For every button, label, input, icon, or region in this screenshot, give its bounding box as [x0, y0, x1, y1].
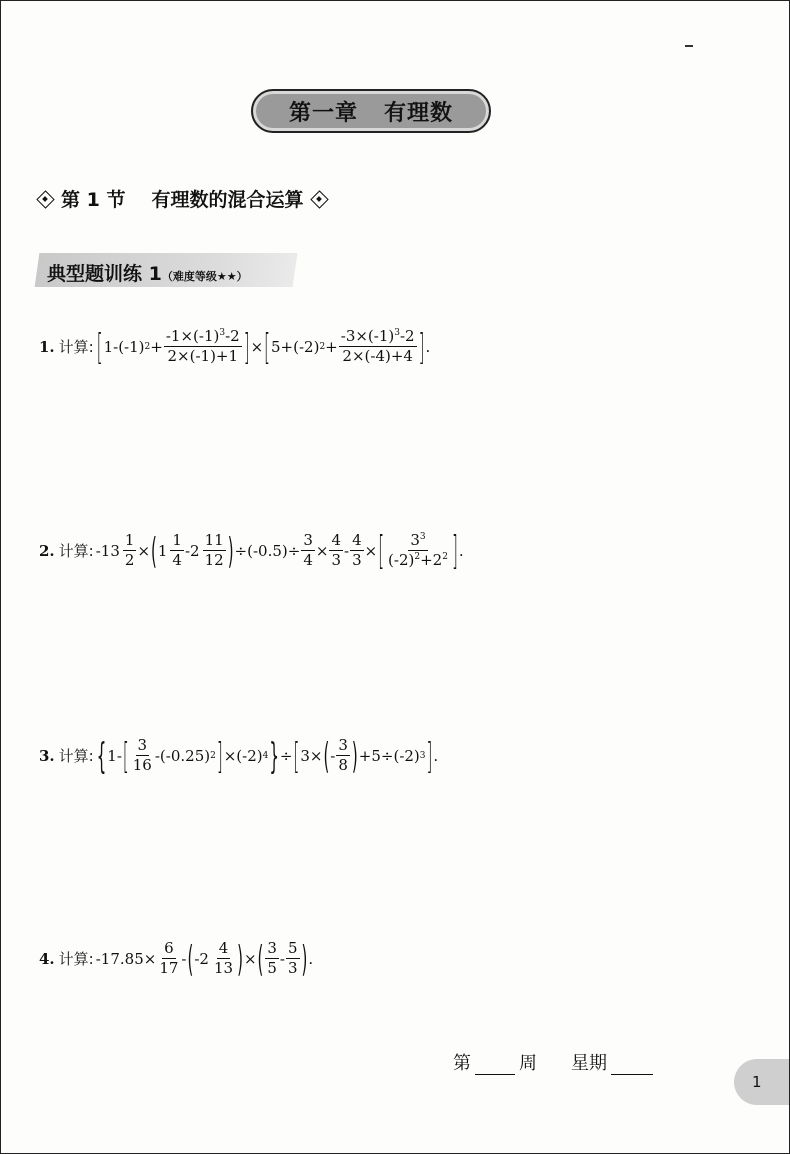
operator: - [330, 746, 336, 765]
left-paren: ( [187, 936, 194, 981]
left-bracket: [ [96, 324, 103, 369]
period: . [433, 746, 439, 765]
fraction [336, 736, 350, 775]
whole-part: 1 [157, 541, 168, 560]
operator: × [364, 541, 378, 560]
training-title: 典型题训练 1 [47, 263, 162, 285]
operator: - [343, 541, 350, 560]
left-bracket: [ [293, 733, 300, 778]
problem-number: 2. [39, 541, 55, 560]
right-paren: ) [351, 733, 358, 778]
whole-part: -13 [95, 541, 120, 560]
problem-number: 1. [39, 337, 55, 356]
left-brace: { [96, 733, 107, 778]
operator: - [279, 949, 285, 968]
expr-term: ×(-2) [223, 746, 263, 765]
operator: × [315, 541, 329, 560]
expr-term: +5÷(-2) [358, 746, 420, 765]
section-number: 第 1 节 [61, 189, 126, 211]
numerator: 3 [338, 736, 348, 754]
right-paren: ) [301, 936, 308, 981]
fraction [265, 939, 279, 978]
print-speck [685, 45, 693, 47]
denominator: 2 [124, 551, 135, 569]
denominator: 13 [213, 959, 234, 977]
right-paren: ) [237, 936, 243, 981]
left-bracket: [ [378, 527, 385, 574]
fraction [286, 939, 300, 978]
problem-number: 4. [39, 949, 55, 968]
denominator: 5 [267, 959, 277, 977]
operator: - [181, 949, 187, 968]
page-number-tab [734, 1059, 790, 1105]
page-number: 1 [752, 1073, 762, 1091]
left-bracket: [ [264, 324, 270, 369]
problem-label: 计算: [58, 338, 94, 356]
problem-4 [39, 936, 314, 981]
section-title: 有理数的混合运算 [151, 189, 304, 211]
denominator: 3 [331, 551, 341, 569]
operator: × [137, 541, 151, 560]
fraction [164, 327, 242, 366]
denominator: 3 [352, 551, 362, 569]
right-paren: ) [227, 528, 234, 573]
fraction [339, 327, 417, 366]
expr-term: 3× [300, 746, 323, 765]
numerator: 6 [164, 939, 174, 957]
numerator: 5 [288, 939, 298, 957]
week-suffix: 周 [519, 1053, 537, 1074]
expr-term: -17.85× [95, 949, 157, 968]
problem-label: 计算: [58, 950, 94, 968]
fraction [386, 531, 450, 570]
denominator: 8 [338, 756, 348, 774]
operator: × [250, 337, 264, 356]
exponent: 2 [414, 552, 421, 562]
operator: + [150, 337, 163, 356]
numerator: 3 [267, 939, 277, 957]
fraction [350, 531, 364, 570]
numerator: 3 [303, 531, 313, 549]
diamond-icon [37, 191, 53, 207]
whole-part: -2 [194, 949, 209, 968]
chapter-banner [251, 89, 491, 133]
denominator: 4 [303, 551, 313, 569]
numerator-tail: -2 [399, 327, 415, 345]
numerator: 3 [137, 736, 148, 754]
numerator: 1 [172, 531, 182, 549]
fraction [157, 939, 180, 978]
operator: + [325, 337, 338, 356]
denominator: 4 [172, 551, 182, 569]
fraction [131, 736, 154, 775]
numerator: -1×(-1) [165, 327, 220, 345]
exponent: 3 [419, 532, 426, 542]
day-prefix: 星期 [571, 1053, 607, 1074]
day-blank[interactable] [611, 1054, 653, 1075]
expr-term: 1- [107, 746, 122, 765]
week-blank[interactable] [475, 1054, 515, 1075]
period: . [458, 541, 464, 560]
problem-number: 3. [39, 746, 55, 765]
numerator: -3×(-1) [340, 327, 395, 345]
right-bracket: ] [418, 324, 425, 369]
denominator: 16 [132, 756, 152, 774]
numerator-tail: -2 [225, 327, 240, 345]
expr-term: 5+(-2) [271, 337, 320, 356]
left-paren: ( [151, 528, 157, 573]
denominator-tail: +2 [420, 551, 443, 569]
whole-part: -2 [184, 541, 200, 560]
schedule-footer [453, 1049, 657, 1075]
expr-term: ÷(-0.5)÷ [234, 541, 301, 560]
section-heading [37, 185, 327, 212]
left-paren: ( [323, 733, 330, 778]
expr-term: -(-0.25) [154, 746, 211, 765]
numerator: 3 [410, 531, 420, 549]
denominator: 12 [204, 551, 224, 569]
numerator: 4 [218, 939, 229, 957]
left-bracket: [ [122, 733, 129, 778]
denominator: 2×(-1)+1 [167, 347, 239, 365]
numerator: 4 [352, 531, 362, 549]
problem-label: 计算: [58, 747, 94, 765]
mixed-number [185, 531, 227, 570]
chapter-title: 第一章 有理数 [289, 100, 453, 126]
right-bracket: ] [451, 527, 458, 574]
week-prefix: 第 [453, 1053, 471, 1074]
numerator: 11 [204, 531, 224, 549]
problem-label: 计算: [58, 542, 94, 560]
denominator: 17 [159, 959, 179, 977]
fraction [329, 531, 343, 570]
right-brace: } [269, 733, 279, 778]
exponent: 3 [394, 328, 400, 338]
period: . [425, 337, 431, 356]
numerator: 1 [124, 531, 135, 549]
problem-1: 1. 计算: [ 1-(-1) 2 + $\frac{-1\times(-1)^3-2}{2\times(-1)+1}$ ] × [ 5+(-2) 2 + $\frac{-3\times(-1)^3-2}{2\times(-4)+4}$ ] . [39, 324, 431, 369]
difficulty-label: （难度等级★★） [161, 270, 248, 283]
right-bracket: ] [216, 733, 223, 778]
diamond-icon [311, 191, 327, 207]
denominator: 3 [288, 959, 298, 977]
right-bracket: ] [243, 324, 250, 369]
exponent: 3 [219, 328, 226, 338]
period: . [308, 949, 314, 968]
right-bracket: ] [426, 733, 433, 778]
denominator: 2×(-4)+4 [342, 347, 413, 365]
problem-2 [39, 527, 464, 574]
denominator: (-2) [388, 551, 415, 569]
operator: ÷ [279, 746, 293, 765]
mixed-number [96, 531, 138, 570]
expr-term: 1-(-1) [103, 337, 145, 356]
operator: × [243, 949, 257, 968]
mixed-number [158, 531, 185, 570]
problem-3: 3. 计算: { 1- [ $\frac{3}{16}$ -(-0.25) 2 ] ×(-2) 4 } ÷ [ 3× ( - $\frac{3}{8}$ ) +5÷(-2) 3 ] . [39, 733, 439, 778]
exponent: 2 [442, 552, 448, 562]
numerator: 4 [331, 531, 341, 549]
fraction [301, 531, 315, 570]
training-banner [47, 259, 248, 286]
mixed-number [194, 939, 236, 978]
left-paren: ( [257, 936, 264, 981]
